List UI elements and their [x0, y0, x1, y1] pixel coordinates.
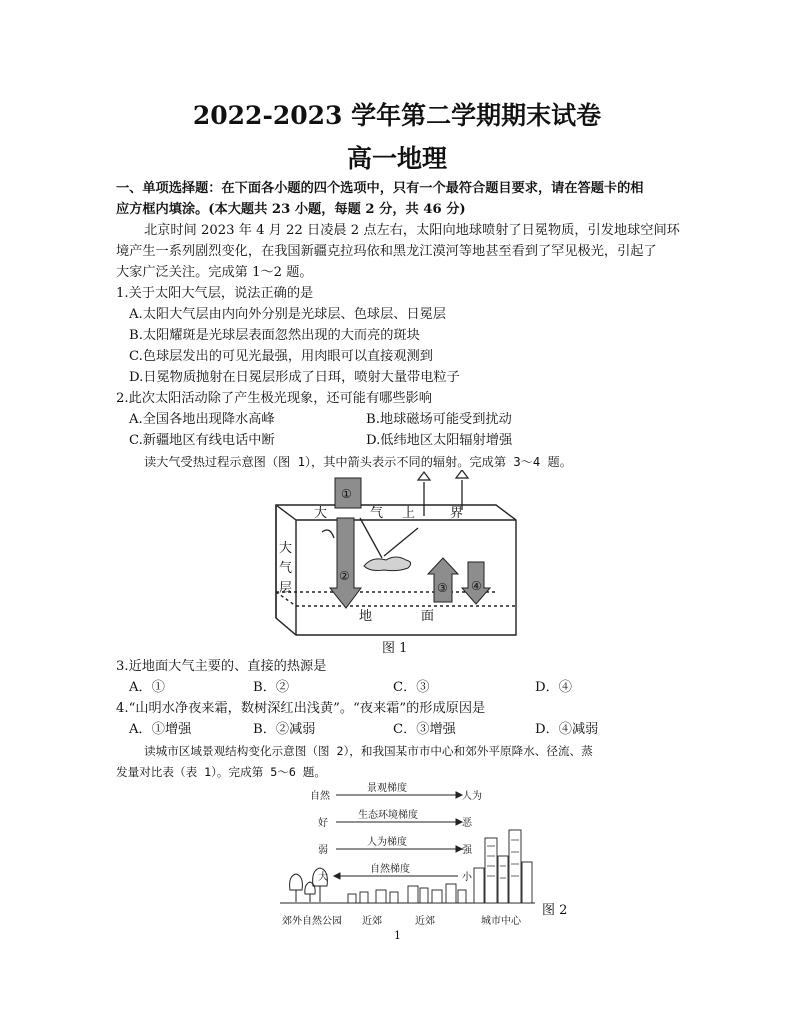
top-label-2: 气 — [370, 506, 384, 521]
side-label-3: 层 — [279, 581, 293, 596]
figure-2-caption: 图 2 — [542, 903, 568, 918]
question-3-option-d: D．④ — [535, 680, 572, 695]
question-1-option-d: D.日冕物质抛射在日冕层形成了日珥，喷射大量带电粒子 — [129, 370, 460, 385]
row2-right: 恶 — [462, 818, 472, 829]
section-instruction-line1: 一、单项选择题：在下面各小题的四个选项中，只有一个最符合题目要求，请在答题卡的相 — [116, 181, 644, 196]
top-label-1: 大 — [314, 506, 328, 521]
bottom-label-suburb-1: 近郊 — [362, 916, 382, 927]
page-number: 1 — [394, 929, 401, 942]
row3-right: 强 — [462, 845, 472, 856]
question-1-option-c: C.色球层发出的可见光最强，用肉眼可以直接观测到 — [129, 349, 433, 364]
question-2-stem: 2.此次太阳活动除了产生极光现象，还可能有哪些影响 — [116, 391, 432, 406]
question-2-option-b: B.地球磁场可能受到扰动 — [366, 412, 512, 427]
row1-left: 自然 — [310, 791, 330, 802]
question-1-option-b: B.太阳耀斑是光球层表面忽然出现的大而亮的斑块 — [129, 328, 420, 343]
question-2-option-d: D.低纬地区太阳辐射增强 — [366, 433, 513, 448]
row2-label: 生态环境梯度 — [358, 810, 418, 821]
figure-2-diagram — [0, 782, 794, 932]
figure-2-intro-line1: 读城市区域景观结构变化示意图（图 2），和我国某市市中心和郊外平原降水、径流、蒸 — [144, 744, 593, 758]
question-3-option-b: B．② — [253, 680, 290, 695]
row3-label: 人为梯度 — [367, 837, 407, 848]
question-3-option-a: A．① — [129, 680, 165, 695]
section-instruction-line2: 应方框内填涂。(本大题共 23 小题，每题 2 分，共 46 分) — [116, 202, 466, 217]
top-label-3: 上 — [402, 506, 416, 521]
row4-label: 自然梯度 — [370, 864, 410, 875]
row4-left: 大 — [318, 872, 328, 883]
question-1-stem: 1.关于太阳大气层，说法正确的是 — [116, 286, 314, 301]
row1-right: 人为 — [462, 791, 482, 802]
figure-1-diagram — [0, 470, 794, 660]
question-4-option-b: B．②减弱 — [253, 722, 316, 737]
arrow-label-1: ① — [341, 487, 352, 501]
top-label-4: 界 — [450, 506, 464, 521]
arrow-label-2: ② — [339, 569, 350, 583]
question-4-option-d: D．④减弱 — [535, 722, 599, 737]
figure-1-intro: 读大气受热过程示意图（图 1），其中箭头表示不同的辐射。完成第 3～4 题。 — [144, 455, 572, 469]
ground-label-2: 面 — [421, 609, 435, 624]
side-label-1: 大 — [279, 541, 293, 556]
passage-line3: 大家广泛关注。完成第 1～2 题。 — [116, 265, 313, 280]
question-1-option-a: A.太阳大气层由内向外分别是光球层、色球层、日冕层 — [129, 307, 447, 322]
bottom-label-suburb-2: 近郊 — [415, 916, 435, 927]
bottom-label-city-center: 城市中心 — [481, 916, 521, 927]
row1-label: 景观梯度 — [367, 783, 407, 794]
passage-line1: 北京时间 2023 年 4 月 22 日凌晨 2 点左右，太阳向地球喷射了日冕物质，引发地球空间环 — [144, 223, 680, 238]
row2-left: 好 — [318, 818, 328, 829]
question-3-stem: 3.近地面大气主要的、直接的热源是 — [116, 659, 327, 674]
question-3-option-c: C．③ — [393, 680, 430, 695]
figure-1-caption: 图 1 — [382, 641, 408, 656]
side-label-2: 气 — [279, 561, 293, 576]
row4-right: 小 — [462, 872, 472, 883]
figure-2-intro-line2: 发量对比表（表 1）。完成第 5～6 题。 — [116, 765, 326, 779]
subject-title: 高一地理 — [346, 144, 447, 173]
question-4-option-c: C．③增强 — [393, 722, 456, 737]
question-4-option-a: A．①增强 — [129, 722, 192, 737]
passage-line2: 境产生一系列剧烈变化，在我国新疆克拉玛依和黑龙江漠河等地甚至看到了罕见极光，引起了 — [116, 244, 657, 259]
question-4-stem: 4.“山明水净夜来霜，数树深红出浅黄”。“夜来霜”的形成原因是 — [116, 701, 486, 716]
exam-title: 2022-2023 学年第二学期期末试卷 — [192, 101, 602, 130]
question-2-option-c: C.新疆地区有线电话中断 — [129, 433, 275, 448]
row3-left: 弱 — [318, 845, 328, 856]
question-2-option-a: A.全国各地出现降水高峰 — [129, 412, 275, 427]
arrow-label-3: ③ — [437, 581, 448, 595]
bottom-label-park: 郊外自然公园 — [282, 916, 342, 927]
ground-label-1: 地 — [359, 609, 373, 624]
arrow-label-4: ④ — [471, 579, 482, 593]
